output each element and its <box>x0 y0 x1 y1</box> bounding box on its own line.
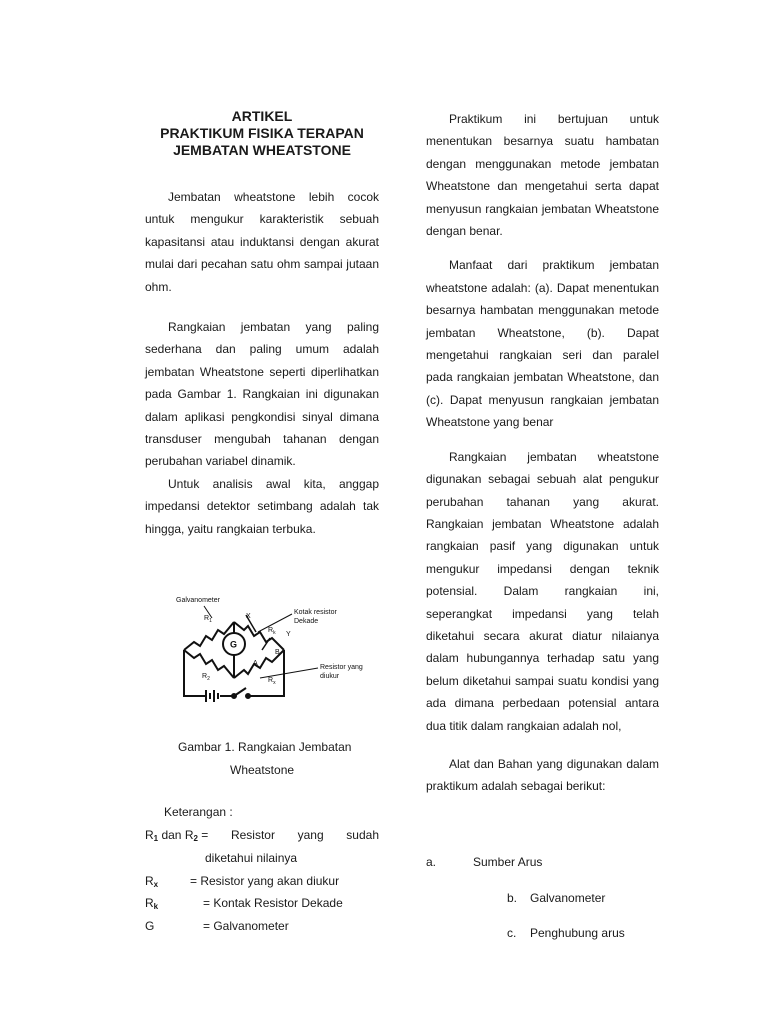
keterangan-heading: Keterangan : <box>164 805 233 819</box>
rk-symbol: $R_k$ <box>145 896 159 911</box>
list-b-label: b. <box>507 891 518 905</box>
g-symbol-label: G <box>230 639 238 650</box>
x-label: X <box>246 613 251 620</box>
wheatstone-circuit-figure <box>174 590 374 710</box>
rk-label: $R_k$ <box>268 627 276 636</box>
g-symbol: G <box>145 919 155 933</box>
a-label: A <box>253 660 258 667</box>
list-item-c <box>507 922 625 944</box>
r1-r2-word-3: sudah <box>346 828 379 842</box>
rx-label: $R_x$ <box>268 677 276 686</box>
r2-label: $R_2$ <box>202 673 210 682</box>
figure-caption <box>145 736 379 782</box>
article-title <box>145 108 379 159</box>
title-line-2: PRAKTIKUM FISIKA TERAPAN <box>160 125 364 141</box>
keterangan-rx <box>145 870 379 892</box>
rx-symbol: $R_x$ <box>145 874 159 889</box>
r1-r2-symbols: $R_1$ dan $R_2$ = <box>145 828 209 843</box>
left-column <box>145 108 379 540</box>
r1-r2-word-1: Resistor <box>230 828 275 842</box>
list-a-label: a. <box>426 855 437 869</box>
list-b-text: Galvanometer <box>530 891 606 905</box>
dekade-label: Dekade <box>294 618 319 625</box>
title-line-1: ARTIKEL <box>231 108 293 124</box>
switch-symbol <box>232 688 250 698</box>
diukur-label: diukur <box>320 673 340 680</box>
g-description: = Galvanometer <box>203 919 289 933</box>
right-paragraph-4: Alat dan Bahan yang digunakan dalam praktikum adalah sebagai berikut: <box>426 756 659 794</box>
r2-resistor <box>184 650 234 678</box>
rk-description: = Kontak Resistor Dekade <box>203 896 343 910</box>
list-a-text: Sumber Arus <box>473 855 543 869</box>
keterangan-rk <box>145 892 379 914</box>
left-paragraph-2: Rangkaian jembatan yang paling sederhana dan paling umum adalah jembatan Wheatstone seperti diperlihatkan pada Gambar 1. Rangkaian ini digunakan dalam aplikasi pengkondisi sinyal dimana transduser mengubah tahanan dengan perubahan variabel dinamik. <box>145 320 379 469</box>
list-item-a <box>426 851 542 873</box>
kotak-resistor-label: Kotak resistor <box>294 609 337 616</box>
caption-line-2: Wheatstone <box>230 763 295 777</box>
title-line-3: JEMBATAN WHEATSTONE <box>173 142 351 158</box>
right-paragraph-1: Praktikum ini bertujuan untuk menentukan besarnya suatu hambatan dengan menggunakan metode jembatan Wheatstone dan mengetahui serta dapat menyusun rangkaian jembatan Wheatstone dengan benar. <box>426 112 659 239</box>
rx-description: = Resistor yang akan diukur <box>190 874 340 888</box>
keterangan-g <box>145 915 379 937</box>
r1-label: $R_1$ <box>204 615 212 624</box>
y-label: Y <box>286 631 291 638</box>
caption-line-1: Gambar 1. Rangkaian Jembatan <box>178 740 352 754</box>
keterangan-r1-r2 <box>145 824 379 846</box>
left-paragraph-1: Jembatan wheatstone lebih cocok untuk mengukur karakteristik sebuah kapasitansi atau induktansi dengan akurat mulai dari pecahan satu ohm sampai jutaan ohm. <box>145 190 379 294</box>
resistor-yang-label: Resistor yang <box>320 664 363 671</box>
left-paragraph-3: Untuk analisis awal kita, anggap impedansi detektor setimbang adalah tak hingga, yaitu rangkaian terbuka. <box>145 476 379 536</box>
b-label: B <box>275 649 280 656</box>
right-paragraph-3: Rangkaian jembatan wheatstone digunakan sebagai sebuah alat pengukur perubahan tahanan yang akurat. Rangkaian jembatan Wheatstone adalah rangkaian pasif yang digunakan untuk mengukur impedansi dengan teknik potensial. Dalam rangkaian ini, seperangkat impedansi yang telah diketahui secara akurat diatur nilaianya dalam hubungannya terhadap satu yang belum diketahui sampai suatu kondisi yang ada dimana perbedaan potensial antara dua titik dalam rangkaian adalah nol, <box>426 449 659 733</box>
right-column <box>426 108 659 798</box>
galvanometer-label: Galvanometer <box>176 597 220 604</box>
list-item-b <box>507 887 605 909</box>
battery-symbol <box>206 690 218 702</box>
list-c-text: Penghubung arus <box>530 926 625 940</box>
right-paragraph-2: Manfaat dari praktikum jembatan wheatstone adalah: (a). Dapat menentukan besarnya hambatan menggunakan metode jembatan Wheatstone, (b). Dapat mengetahui rangkaian seri dan paralel pada rangkaian jembatan Wheatstone, dan (c). Dapat menyusun rangkaian jembatan Wheatstone yang benar <box>426 258 659 430</box>
keterangan-r1-r2-continued: diketahui nilainya <box>205 851 298 865</box>
list-c-label: c. <box>507 926 517 940</box>
r1-r2-word-2: yang <box>297 828 324 842</box>
